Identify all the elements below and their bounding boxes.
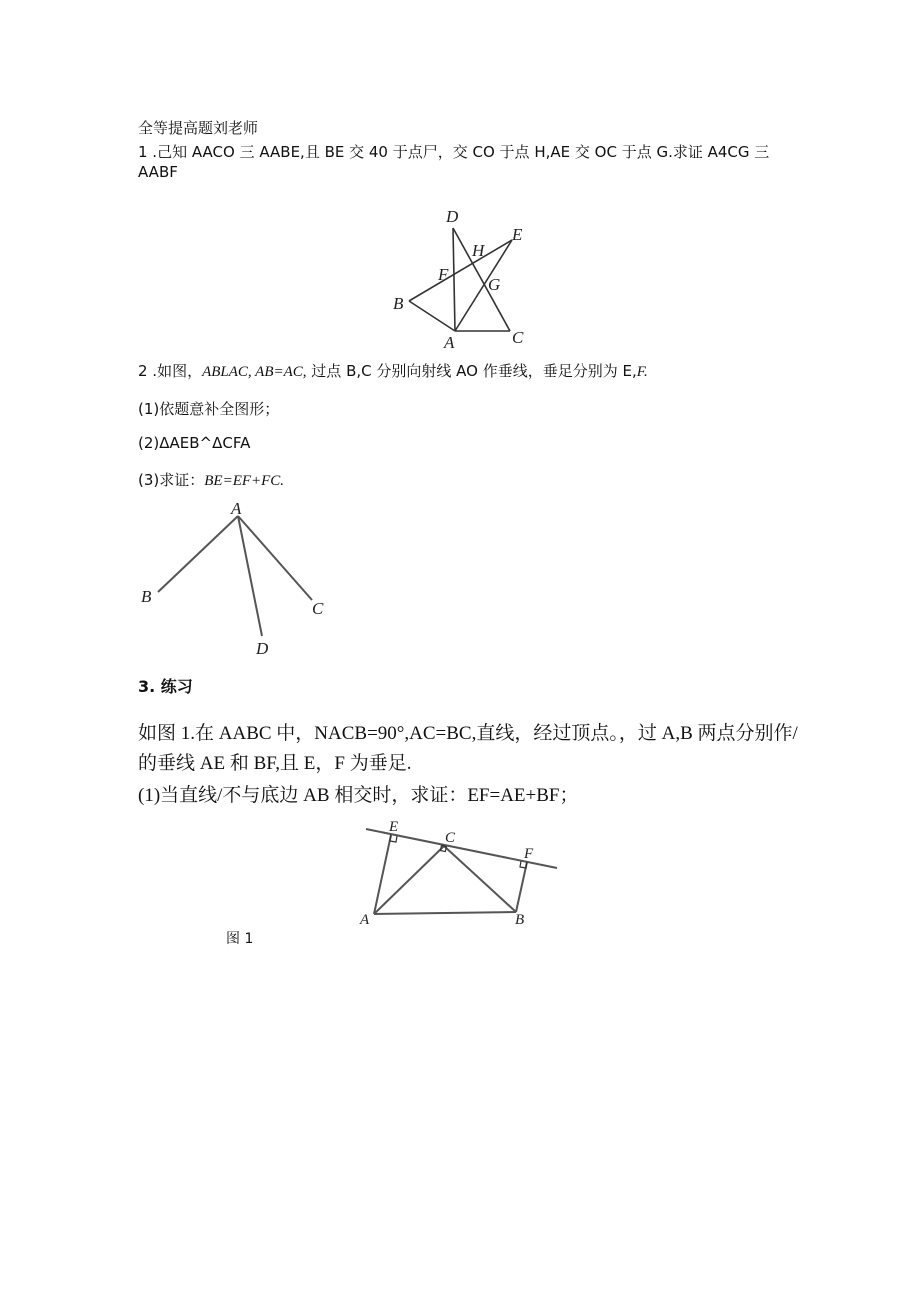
segment-2-ac [238,516,312,600]
problem1-line1: 1 .己知 AACO 三 AABE,且 BE 交 40 于点尸，交 CO 于点 H,AE 交 OC 于点 G.求证 A4CG 三 [138,143,770,161]
segment-ab [409,301,455,331]
right-angle-c [440,846,446,852]
label-3-a: A [360,912,370,928]
label-3-b: B [515,912,525,928]
label-e: E [512,225,523,244]
section3-line3: (1)当直线/不与底边 AB 相交时，求证：EF=AE+BF； [138,785,579,806]
label-2-a: A [231,499,242,518]
problem2-q3 [138,469,284,490]
figure1-caption: 图 1 [226,931,254,947]
label-h: H [472,241,485,260]
problem2-intro-num: 2 .如图， [138,362,203,380]
label-c: C [512,328,524,347]
label-3-c: C [445,830,456,846]
segment-3-bf [516,862,527,912]
page-header: 全等提高题刘老师 [138,119,259,137]
section3-line1: 如图 1.在 AABC 中，NACB=90°,AC=BC,直线，经过顶点。，过 A,B 两点分别作/ [138,723,798,744]
label-g: G [488,275,501,294]
label-3-e: E [389,819,399,835]
section3-title: 3. 练习 [138,677,193,696]
problem2-intro-rest: 过点 B,C 分别向射线 AO 作垂线，垂足分别为 E, [306,362,637,380]
segment-ad [453,228,455,331]
segment-3-ae [374,835,391,914]
label-3-f: F [524,846,534,862]
problem2-q3-equation: BE=EF+FC. [204,473,285,489]
segment-2-ad [238,516,262,636]
problem2-intro-condition: ABLAC, AB=AC, [202,364,307,380]
label-a: A [444,333,455,352]
problem2-q3-prefix: (3)求证： [138,471,205,489]
label-2-d: D [256,639,269,658]
segment-3-ac [374,846,444,914]
label-f: F [438,265,449,284]
section3-line2: 的垂线 AE 和 BF,且 E，F 为垂足. [138,753,412,774]
problem2-q2: (2)ΔAEB^ΔCFA [138,434,251,452]
problem2-intro [138,360,648,381]
problem2-intro-end: F. [636,364,648,380]
label-b: B [393,294,404,313]
label-d: D [446,207,459,226]
problem1-line2: AABF [138,163,178,181]
segment-3-ab [374,912,516,914]
problem2-q1: (1)依题意补全图形； [138,400,280,418]
segment-3-cb [444,846,516,912]
segment-2-ab [158,516,238,592]
label-2-b: B [141,587,152,606]
label-2-c: C [312,599,324,618]
